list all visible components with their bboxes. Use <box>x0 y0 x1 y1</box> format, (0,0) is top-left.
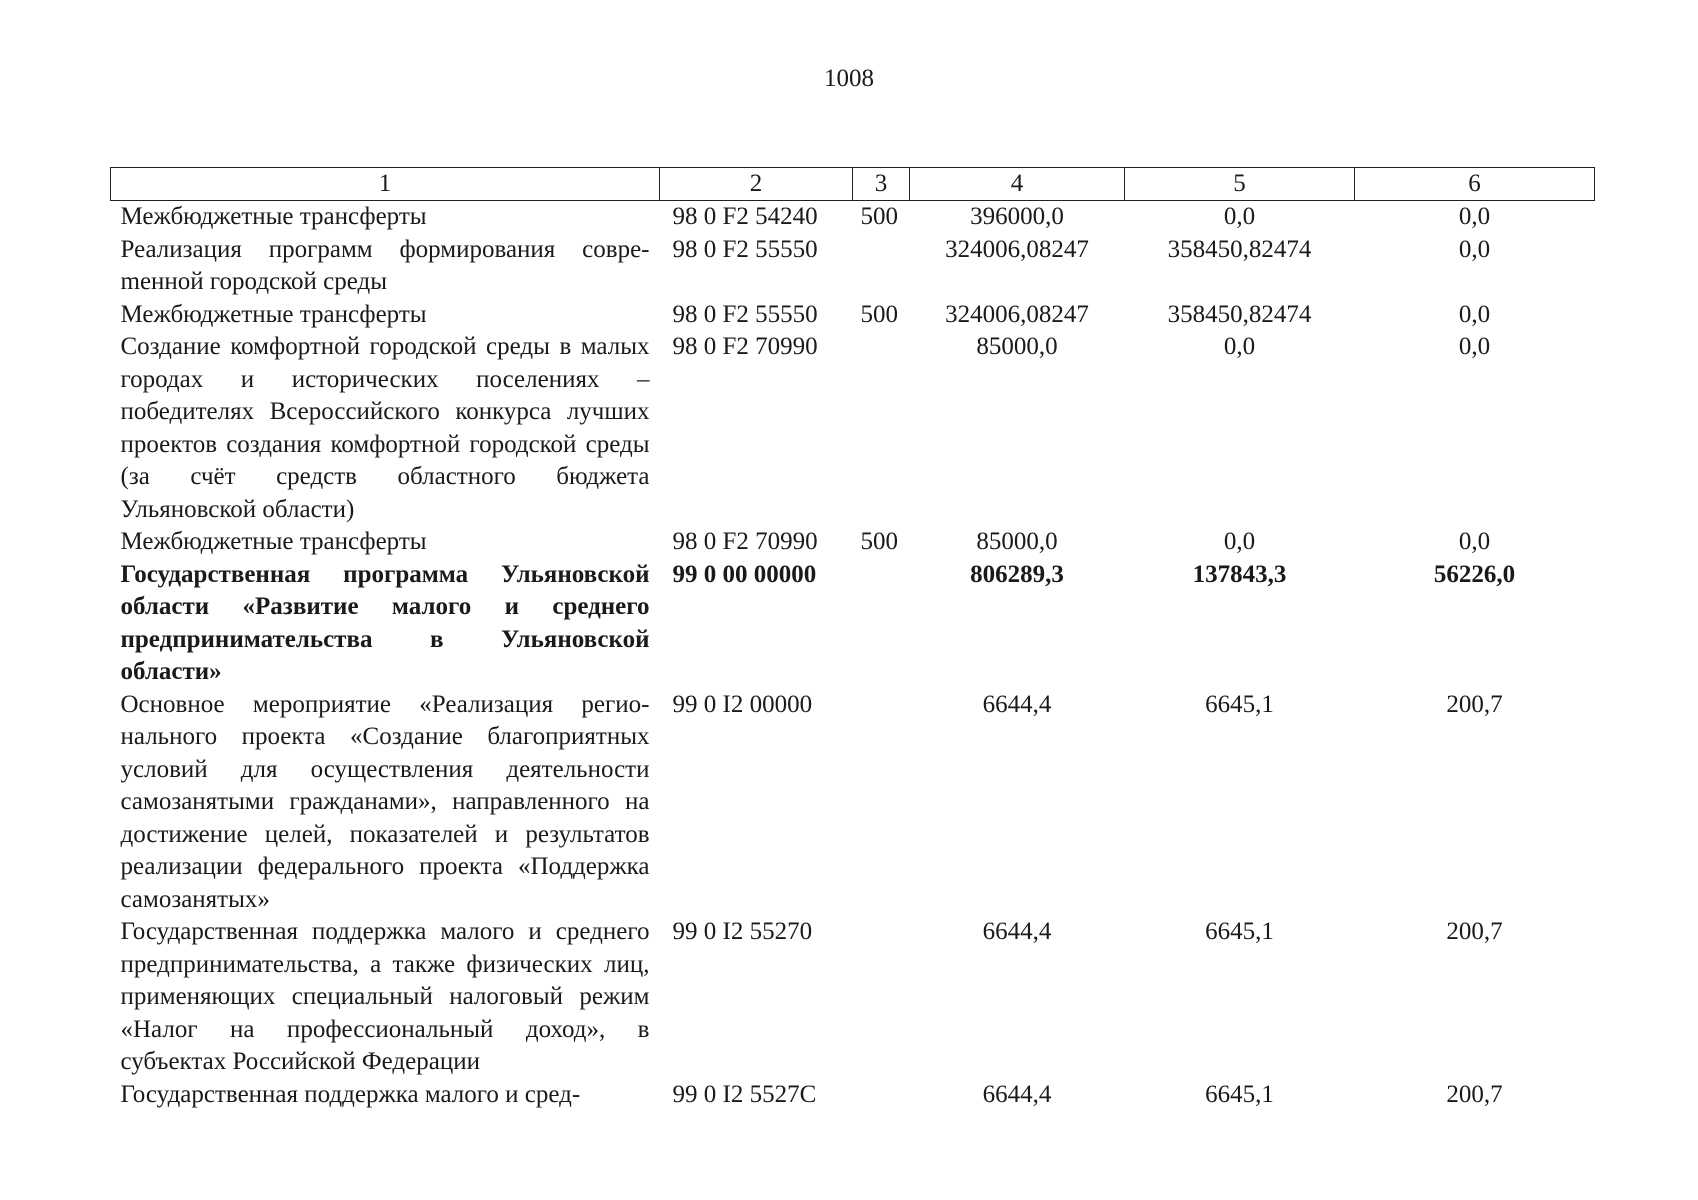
row-value-5: 6645,1 <box>1205 1080 1274 1108</box>
column-header-3: 3 <box>853 168 910 201</box>
row-value-5: 0,0 <box>1223 203 1256 230</box>
row-expense-type <box>853 689 910 917</box>
table-header <box>111 168 1595 201</box>
table-row <box>111 559 1595 689</box>
row-target-code: 99 0 I2 55270 <box>672 918 813 945</box>
row-value-6: 0,0 <box>1458 333 1491 360</box>
row-value-4: 85000,0 <box>976 333 1058 360</box>
row-value-5: 0,0 <box>1223 528 1256 555</box>
row-name: Основное мероприятие «Реализация регионального проекта «Создание благоприятных условий для осуществления деятельности самозанятыми гражданами», направленного на достижение целей, показателей и результатов реализации федерального проекта «Поддержка самозанятых» <box>120 690 650 913</box>
row-value-6: 200,7 <box>1446 918 1503 945</box>
row-value-4: 324006,08247 <box>945 300 1089 328</box>
row-name: Государственная поддержка малого и сред- <box>120 1080 581 1108</box>
row-name: Межбюджетные трансферты <box>120 300 427 328</box>
table-row <box>111 916 1595 1079</box>
table-row <box>111 234 1595 299</box>
row-name: Создание комфортной городской среды в малых городах и исторических поселениях – победителях Всероссийского конкурса лучших проектов создания комфортной городской среды (за счёт средств областного бюджета Ульяновской области) <box>120 333 650 523</box>
row-name: Межбюджетные трансферты <box>120 528 427 555</box>
row-expense-type <box>853 559 910 689</box>
row-target-code: 99 0 00 00000 <box>672 560 817 588</box>
budget-table <box>110 167 1595 1111</box>
table-body <box>111 201 1595 1112</box>
table-row <box>111 201 1595 234</box>
row-value-4: 324006,08247 <box>945 235 1089 263</box>
column-header-5: 5 <box>1125 168 1355 201</box>
row-name: Государственная программа Ульяновской области «Развитие малого и среднего предпринимательства в Ульяновской области» <box>120 560 650 685</box>
row-value-5: 358450,82474 <box>1167 235 1312 263</box>
row-value-4: 85000,0 <box>976 528 1058 555</box>
row-value-5: 6645,1 <box>1205 690 1274 718</box>
row-target-code: 98 0 F2 54240 <box>672 203 818 230</box>
row-expense-type <box>853 234 910 299</box>
row-expense-type <box>853 331 910 526</box>
row-value-5: 0,0 <box>1223 333 1256 360</box>
row-value-6: 0,0 <box>1458 203 1491 230</box>
row-value-4: 6644,4 <box>982 1080 1052 1108</box>
row-target-code: 98 0 F2 55550 <box>672 300 818 328</box>
column-header-1: 1 <box>111 168 660 201</box>
column-header-4: 4 <box>910 168 1125 201</box>
table-row <box>111 1079 1595 1112</box>
row-name: Государственная поддержка малого и среднего предпринимательства, а также физических лиц, применяющих специальный налоговый режим «Налог на профессиональный доход», в субъектах Российской Федерации <box>120 918 650 1075</box>
row-expense-type: 500 <box>860 300 898 328</box>
row-value-4: 806289,3 <box>970 560 1064 588</box>
row-name: Межбюджетные трансферты <box>120 203 427 230</box>
column-header-2: 2 <box>660 168 853 201</box>
row-value-4: 6644,4 <box>982 690 1052 718</box>
row-target-code: 98 0 F2 70990 <box>672 528 818 555</box>
row-value-6: 56226,0 <box>1433 560 1516 588</box>
row-value-6: 0,0 <box>1458 528 1491 555</box>
row-target-code: 98 0 F2 55550 <box>672 235 818 263</box>
row-target-code: 99 0 I2 5527C <box>672 1080 817 1108</box>
row-value-4: 396000,0 <box>970 203 1064 230</box>
header-row <box>111 168 1595 201</box>
row-expense-type: 500 <box>860 528 898 555</box>
row-value-4: 6644,4 <box>982 918 1052 945</box>
row-value-5: 6645,1 <box>1205 918 1274 945</box>
page-number: 1008 <box>824 65 874 92</box>
row-name: Реализация программ формирования совреmенной городской среды <box>120 235 650 295</box>
table-row <box>111 299 1595 332</box>
row-value-6: 0,0 <box>1458 235 1491 263</box>
row-value-5: 358450,82474 <box>1167 300 1312 328</box>
row-value-5: 137843,3 <box>1192 560 1287 588</box>
row-value-6: 200,7 <box>1446 1080 1503 1108</box>
table-row <box>111 331 1595 526</box>
table-row <box>111 526 1595 559</box>
column-header-6: 6 <box>1355 168 1595 201</box>
row-expense-type <box>853 916 910 1079</box>
row-expense-type <box>853 1079 910 1112</box>
row-value-6: 200,7 <box>1446 690 1503 718</box>
row-value-6: 0,0 <box>1458 300 1491 328</box>
row-expense-type: 500 <box>860 203 898 230</box>
row-target-code: 98 0 F2 70990 <box>672 333 818 360</box>
table-row <box>111 689 1595 917</box>
row-target-code: 99 0 I2 00000 <box>672 690 813 718</box>
